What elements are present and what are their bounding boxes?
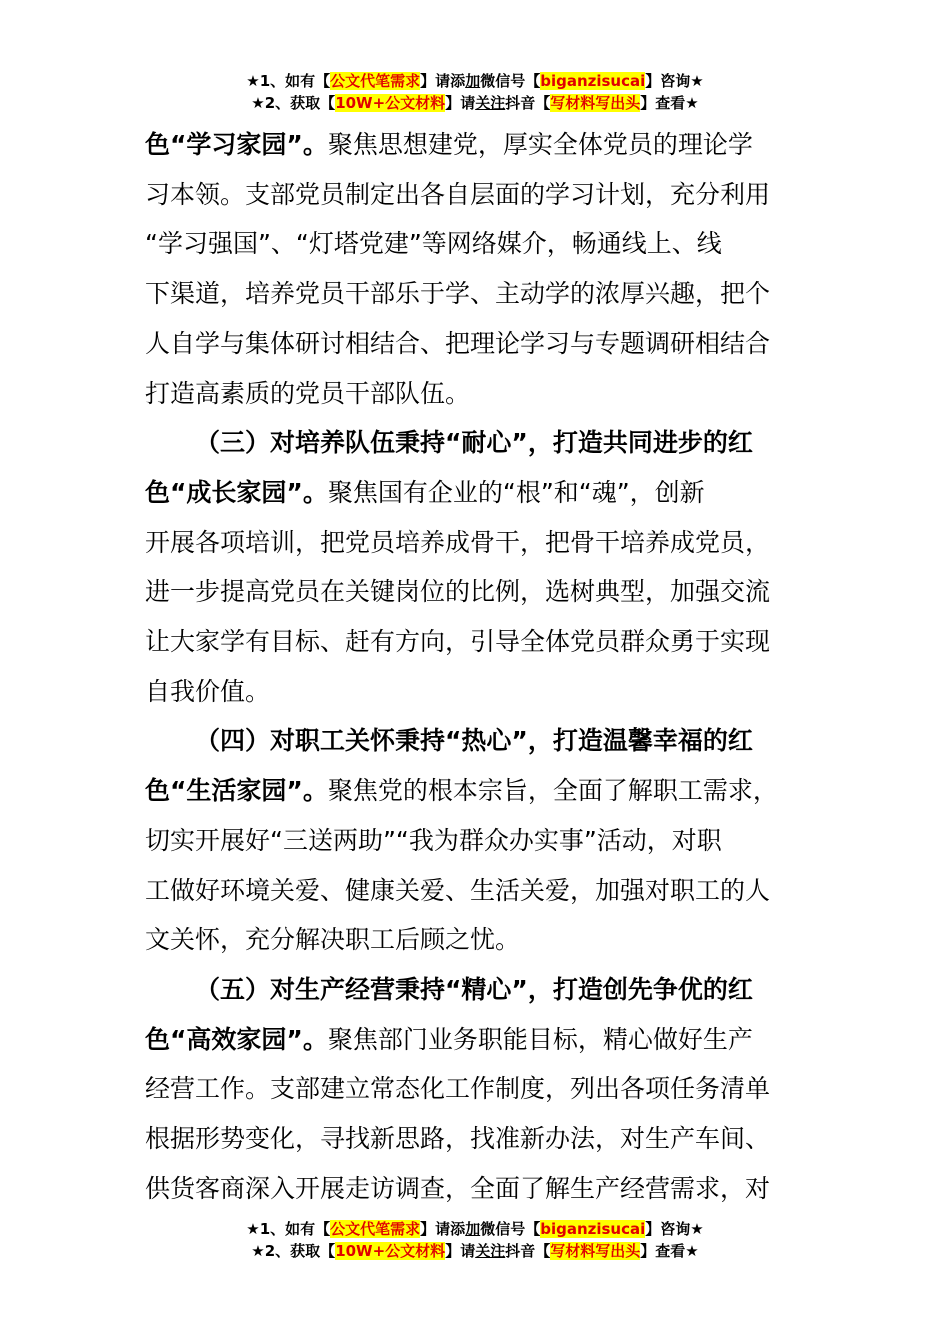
bold-lead: 色“成长家园”。 [145, 477, 328, 507]
highlight-service: 公文代笔需求 [330, 1220, 421, 1238]
section-heading: （三）对培养队伍秉持“耐心”，打造共同进步的红 [195, 428, 753, 458]
highlight-materials: 10W+公文材料 [335, 94, 446, 112]
banner-line-2: ★2、获取【10W+公文材料】请关注抖音【写材料写出头】查看★ [251, 1242, 699, 1260]
highlight-douyin: 写材料写出头 [550, 94, 641, 112]
document-body [145, 120, 835, 1213]
section-heading: （四）对职工关怀秉持“热心”，打造温馨幸福的红 [195, 726, 753, 756]
banner-line-1: ★1、如有【公文代笔需求】请添加微信号【biganzisucai】咨询★ [246, 1220, 704, 1238]
paragraph-growth-home: （三）对培养队伍秉持“耐心”，打造共同进步的红 色“成长家园”。聚焦国有企业的“根”和“魂”，创新 开展各项培训，把党员培养成骨干，把骨干培养成党员， 进一步提高党员在关键岗位的比例，选树典型，加强交流 让大家学有目标、赶有方向，引导全体党员群众勇于实现 自我价值。 [145, 428, 771, 706]
paragraph-life-home: （四）对职工关怀秉持“热心”，打造温馨幸福的红 色“生活家园”。聚焦党的根本宗旨，全面了解职工需求， 切实开展好“三送两助”“我为群众办实事”活动，对职 工做好环境关爱、健康关爱、生活关爱，加强对职工的人 文关怀，充分解决职工后顾之忧。 [145, 726, 778, 955]
paragraph-efficient-home: （五）对生产经营秉持“精心”，打造创先争优的红 色“高效家园”。聚焦部门业务职能目标，精心做好生产 经营工作。支部建立常态化工作制度，列出各项任务清单 根据形势变化，寻找新思路，找准新办法，对生产车间、 供货客商深入开展走访调查，全面了解生产经营需求，对 [145, 974, 771, 1203]
bold-lead: 色“学习家园”。 [145, 130, 328, 159]
highlight-wechat-id: biganzisucai [540, 72, 646, 90]
paragraph-study-home: 色“学习家园”。聚焦思想建党，厚实全体党员的理论学 习本领。支部党员制定出各自层面的学习计划，充分利用 “学习强国”、“灯塔党建”等网络媒介，畅通线上、线 下渠道，培养党员干部乐于学、主动学的浓厚兴趣，把个 人自学与集体研讨相结合、把理论学习与专题调研相结合 打造高素质的党员干部队伍。 [145, 130, 771, 408]
highlight-wechat-id: biganzisucai [540, 1220, 646, 1238]
banner-line-1: ★1、如有【公文代笔需求】请添加微信号【biganzisucai】咨询★ [246, 72, 704, 90]
highlight-douyin: 写材料写出头 [550, 1242, 641, 1260]
bold-lead: 色“高效家园”。 [145, 1024, 328, 1054]
header-banner [0, 70, 950, 114]
footer-banner [0, 1218, 950, 1262]
highlight-materials: 10W+公文材料 [335, 1242, 446, 1260]
section-heading: （五）对生产经营秉持“精心”，打造创先争优的红 [195, 974, 753, 1004]
banner-line-2: ★2、获取【10W+公文材料】请关注抖音【写材料写出头】查看★ [251, 94, 699, 112]
bold-lead: 色“生活家园”。 [145, 776, 328, 806]
highlight-service: 公文代笔需求 [330, 72, 421, 90]
